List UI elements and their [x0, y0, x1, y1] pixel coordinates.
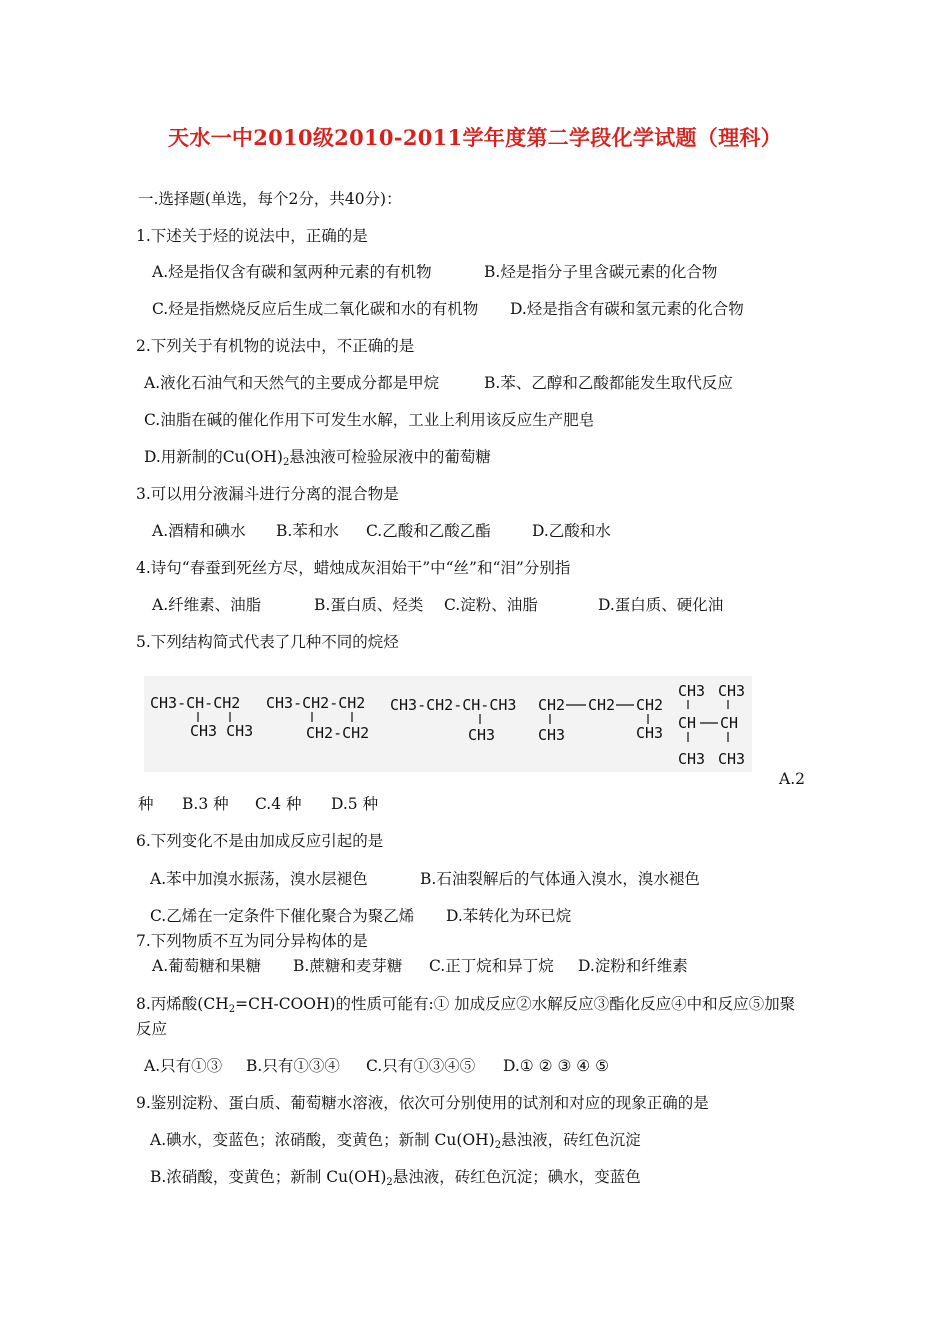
s1-top: CH3-CH-CH2: [150, 694, 241, 712]
s3-top: CH3-CH2-CH-CH3: [390, 696, 517, 714]
q8-stem-post: =CH-COOH)的性质可能有:① 加成反应②水解反应③酯化反应④中和反应⑤加聚: [235, 995, 796, 1013]
question-1-stem: 1.下述关于烃的说法中，正确的是: [136, 227, 368, 245]
q4-option-d[interactable]: D.蛋白质、硬化油: [598, 596, 724, 614]
q5-option-a-head[interactable]: 种: [138, 795, 154, 813]
q2-option-d-subscript: 2: [282, 457, 290, 468]
structural-formulas-image: [144, 676, 752, 772]
q9-option-b-pre: B.浓硝酸，变黄色；新制 Cu(OH): [150, 1168, 387, 1186]
q7-option-a[interactable]: A.葡萄糖和果糖: [152, 957, 262, 975]
q8-option-a[interactable]: A.只有①③: [144, 1057, 223, 1075]
question-9-stem: 9.鉴别淀粉、蛋白质、葡萄糖水溶液，依次可分别使用的试剂和对应的现象正确的是: [136, 1094, 709, 1112]
s5-top-right: CH3: [718, 682, 746, 700]
s5-top-left: CH3: [678, 682, 706, 700]
q9-option-a-post: 悬浊液，砖红色沉淀: [501, 1131, 641, 1149]
q6-option-a[interactable]: A.苯中加溴水振荡，溴水层褪色: [150, 870, 368, 888]
q5-option-a-tail[interactable]: A.2: [779, 770, 805, 788]
q9-option-b-post: 悬浊液，砖红色沉淀；碘水，变蓝色: [392, 1168, 641, 1186]
question-2-stem: 2.下列关于有机物的说法中，不正确的是: [136, 337, 415, 355]
q7-option-d[interactable]: D.淀粉和纤维素: [578, 957, 688, 975]
q3-option-c[interactable]: C.乙酸和乙酸乙酯: [366, 522, 491, 540]
s4-e: CH3: [636, 724, 664, 742]
q4-option-b[interactable]: B.蛋白质、烃类: [314, 596, 424, 614]
q8-stem-subscript: 2: [228, 1004, 236, 1015]
question-5-stem: 5.下列结构简式代表了几种不同的烷烃: [136, 633, 399, 651]
q6-option-d[interactable]: D.苯转化为环已烷: [446, 907, 572, 925]
q4-option-a[interactable]: A.纤维素、油脂: [152, 596, 262, 614]
q3-option-a[interactable]: A.酒精和碘水: [152, 522, 246, 540]
q9-option-a[interactable]: [150, 1129, 641, 1157]
q5-option-b[interactable]: B.3 种: [182, 795, 229, 813]
q6-option-b[interactable]: B.石油裂解后的气体通入溴水，溴水褪色: [420, 870, 700, 888]
s2-top: CH3-CH2-CH2: [266, 694, 366, 712]
s5-bottom-right: CH3: [718, 750, 746, 768]
s4-d: CH3: [538, 726, 566, 744]
q9-option-a-pre: A.碘水，变蓝色；浓硝酸，变黄色；新制 Cu(OH): [150, 1131, 495, 1149]
question-6-stem: 6.下列变化不是由加成反应引起的是: [136, 832, 384, 850]
q7-option-c[interactable]: C.正丁烷和异丁烷: [429, 957, 554, 975]
s4-b: CH2: [588, 696, 616, 714]
q8-option-d[interactable]: D.① ② ③ ④ ⑤: [503, 1057, 609, 1075]
s5-mid-left: CH: [678, 714, 697, 732]
q2-option-d[interactable]: [144, 446, 491, 474]
q8-option-c[interactable]: C.只有①③④⑤: [366, 1057, 476, 1075]
q2-option-d-post: 悬浊液可检验尿液中的葡萄糖: [289, 448, 491, 466]
q1-option-d[interactable]: D.烃是指含有碳和氢元素的化合物: [510, 300, 744, 318]
s4-a: CH2: [538, 696, 566, 714]
q7-option-b[interactable]: B.蔗糖和麦芽糖: [293, 957, 403, 975]
s4-c: CH2: [636, 696, 664, 714]
q3-option-b[interactable]: B.苯和水: [276, 522, 339, 540]
question-3-stem: 3.可以用分液漏斗进行分离的混合物是: [136, 485, 399, 503]
s5-mid-right: CH: [720, 714, 739, 732]
q2-option-c[interactable]: C.油脂在碱的催化作用下可发生水解，工业上利用该反应生产肥皂: [144, 411, 595, 429]
q8-option-b[interactable]: B.只有①③④: [246, 1057, 340, 1075]
q2-option-d-pre: D.用新制的Cu(OH): [144, 448, 283, 466]
q5-option-d[interactable]: D.5 种: [331, 795, 379, 813]
q6-option-c[interactable]: C.乙烯在一定条件下催化聚合为聚乙烯: [150, 907, 415, 925]
s1-bottom: CH3 CH3: [190, 722, 254, 740]
q1-option-c[interactable]: C.烃是指燃烧反应后生成二氧化碳和水的有机物: [152, 300, 479, 318]
question-4-stem: 4.诗句“春蚕到死丝方尽，蜡烛成灰泪始干”中“丝”和“泪”分别指: [136, 559, 571, 577]
section-heading: 一.选择题(单选，每个2分，共40分)：: [138, 190, 402, 208]
question-8-stem-line2: 反应: [136, 1020, 168, 1038]
q1-option-b[interactable]: B.烃是指分子里含碳元素的化合物: [484, 263, 718, 281]
question-7-stem: 7.下列物质不互为同分异构体的是: [136, 932, 368, 950]
s2-bottom: CH2-CH2: [306, 724, 370, 742]
q2-option-a[interactable]: A.液化石油气和天然气的主要成分都是甲烷: [144, 374, 440, 392]
s5-bottom-left: CH3: [678, 750, 706, 768]
q1-option-a[interactable]: A.烃是指仅含有碳和氢两种元素的有机物: [152, 263, 432, 281]
q2-option-b[interactable]: B.苯、乙醇和乙酸都能发生取代反应: [484, 374, 733, 392]
q3-option-d[interactable]: D.乙酸和水: [532, 522, 611, 540]
q9-option-b-subscript: 2: [386, 1177, 393, 1188]
q5-option-c[interactable]: C.4 种: [255, 795, 302, 813]
q8-stem-pre: 8.丙烯酸(CH: [136, 995, 229, 1013]
q4-option-c[interactable]: C.淀粉、油脂: [444, 596, 538, 614]
s3-bottom: CH3: [468, 726, 496, 744]
page-title: 天水一中2010级2010-2011学年度第二学段化学试题（理科）: [168, 125, 782, 150]
q9-option-b[interactable]: [150, 1166, 641, 1194]
question-8-stem: [136, 993, 795, 1021]
q9-option-a-subscript: 2: [494, 1140, 502, 1151]
